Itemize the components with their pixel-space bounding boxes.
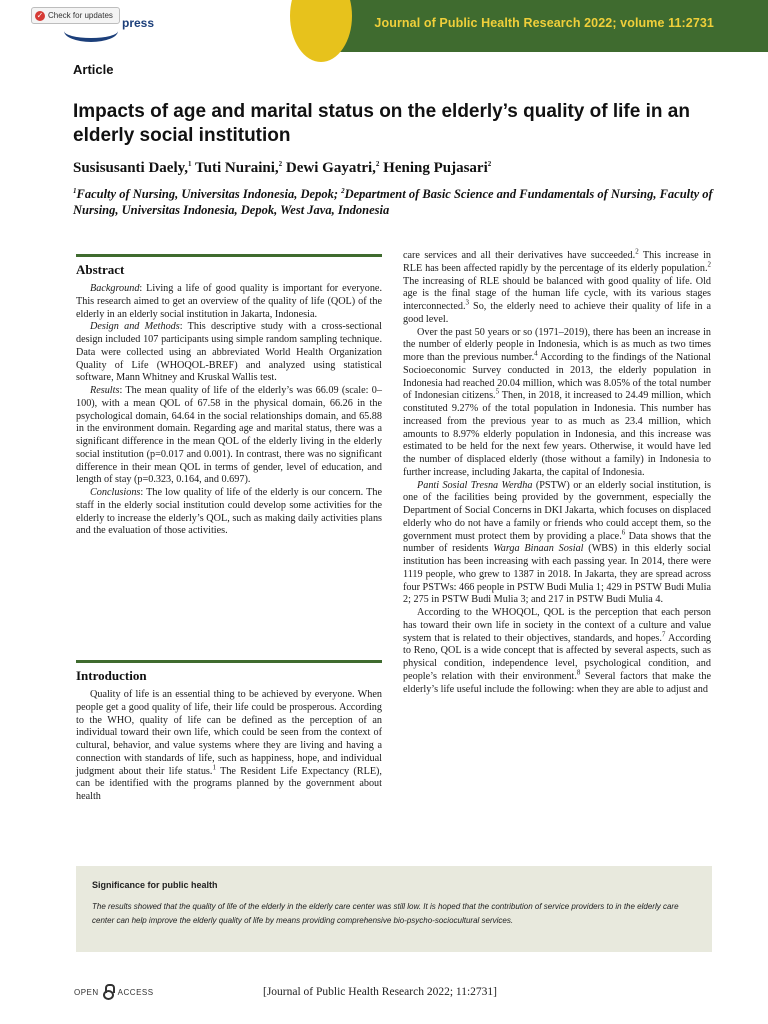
author-name: Hening Pujasari [379,160,488,176]
author-affil-mark: 2 [487,160,492,168]
introduction-heading: Introduction [76,668,147,683]
author-list [73,160,491,177]
body-paragraph: According to the WHOQOL, QOL is the perception that each person has toward their own life in society in the context of a culture and value system that is related to their objectives, standards, and hopes.$^7$ According to Reno, QOL is a wide concept that is affected by several aspects, such as physical condition, independence level, psychological condition, and people’s relation with their environment.$^8$ Several factors that make the elderly’s life useful include the following: when they are able to adjust and [403,607,712,695]
abstract-background: Background: Living a life of good quality is important for everyone. This research aimed to get an overview of the quality of life (QOL) of the elderly in an elderly social institution in Jakarta, Indonesia. [76,283,382,320]
significance-title: Significance for public health [92,880,218,890]
affiliation-1: Faculty of Nursing, Universitas Indonesia, Depok; [76,187,342,201]
footer-citation: [Journal of Public Health Research 2022; 11:2731] [263,986,497,998]
check-updates-label: Check for updates [48,11,113,20]
abstract-design: Design and Methods: This descriptive study with a cross-sectional design included 107 participants using simple random sampling technique. Data were collected using an abbreviated World Health Organization Quality of Life (WHOQOL-BREF) and analyzed using statistical software, Mann Whitney and Kruskal Wallis test. [76,321,382,384]
significance-box [76,866,712,952]
abstract-heading: Abstract [76,262,125,277]
open-access-open-label: OPEN [74,987,99,997]
body-paragraph: care services and all their derivatives have succeeded.$^2$ This increase in RLE has been affected rapidly by the percentage of its elderly population.$^2$ The increasing of RLE should be balanced with good quality of life. Old age is the final stage of the human life cycle, with its various stages interconnected.$^3$ So, the elderly need to achieve their quality of life in a good level. [403,247,711,325]
body-paragraph: Panti Sosial Tresna Werdha (PSTW) or an elderly social institution, is one of the facilities being provided by the government, especially the Department of Social Concerns in DKI Jakarta, which focuses on displaced elderly who do not have a family or friends who could accept them, so the government must protect them by providing a place.$^6$ Data shows that the number of residents Warga Binaan Sosial (WBS) in this elderly social institution has been increasing with each passing year. In 2014, there were 1119 people, who grew to 1387 in 2018. In Jakarta, they are spread across four PSTWs: 466 people in PSTW Budi Mulia 1; 429 in PSTW Budi Mulia 2; 275 in PSTW Budi Mulia 3; and 217 in PSTW Budi Mulia 4. [403,479,711,606]
author-affil-mark: 2 [278,160,283,168]
journal-running-head: Journal of Public Health Research 2022; volume 11:2731 [374,16,714,30]
abstract-results: Results: The mean quality of life of the elderly’s was 66.09 (scale: 0–100), with a mean QOL of 67.58 in the physical domain, 66.26 in the psychological domain, 64.64 in the social relationships domain, and 65.88 in the environment domain. Regarding age and marital status, there was a significant difference in the mean QOL of the elderly living in the elderly social institution (p=0.017 and 0.001). In contrast, there was no significant difference in their mean QOL in terms of gender, level of education, and length of stay (p=0.323, 0.164, and 0.697). [76,385,382,486]
introduction-rule [76,660,382,663]
affiliation-2: Department of Basic Science and Fundamentals of Nursing, Faculty of Nursing, Universitas Indonesia, Depok, West Java, Indonesia [73,187,713,217]
author-affil-mark: 2 [375,160,380,168]
article-type-label: Article [73,62,114,77]
abstract-conclusions: Conclusions: The low quality of life of the elderly is our concern. The staff in the elderly social institution could develop some activities for the elderly to increase the elderly’s QOL, such as making daily activities plans and the evaluation of those activities. [76,487,382,537]
paper-title: Impacts of age and marital status on the elderly’s quality of life in an elderly social institution [73,101,690,146]
affiliations: $^1$Faculty of Nursing, Universitas Indonesia, Depok; $^2$Department of Basic Science and Fundamentals of Nursing, Faculty of Nursing, Universitas Indonesia, Depok, West Java, Indonesia [73,186,713,217]
author-name: Dewi Gayatri, [282,160,376,176]
open-access-access-label: ACCESS [117,987,154,997]
author-name: Susisusanti Daely, [73,160,189,176]
publisher-wordmark: press [122,16,155,30]
check-for-updates-button[interactable] [31,7,120,24]
author-name: Tuti Nuraini, [191,160,279,176]
significance-text: The results showed that the quality of life of the elderly in the elderly care center was still low. It is hoped that the contribution of service providers to in the elderly care center can help improve the elderly quality of life by means providing comprehensive bio-psycho-sociocultural services. [92,902,679,925]
journal-header-bar [0,0,768,52]
author-affil-mark: 1 [188,160,192,168]
open-lock-icon [103,984,114,1000]
introduction-body [76,689,382,804]
abstract-body [76,283,382,538]
header-yellow-disc [290,0,352,62]
body-paragraph: Over the past 50 years or so (1971–2019), there has been an increase in the number of elderly people in Indonesia, which is as much as two times more than the previous number.$^4$ According to the findings of the National Socioeconomic Survey conducted in 2013, the elderly population in Indonesia had reached 20.04 million, which was 8.05% of the total number of Indonesian citizens.$^5$ Then, in 2018, it increased to 24.49 million, which constituted 9.27% of the total population in Indonesia. This number has increased from the previous year to as much as 23.4 million, which amounts to 8.97% elderly population in Indonesia, and this increase was estimated to be held for the next few years. Otherwise, it would have led the number of displaced elderly (those without a family) in Indonesia to further increase, including Jakarta, the capital of Indonesia. [403,326,711,478]
open-access-logo [74,984,154,1000]
introduction-paragraph: Quality of life is an essential thing to be achieved by everyone. When people get a good quality of life, their life could be prosperous. According to the WHO, quality of life can be defined as the perception of an individual toward their own life, which could be seen from the context of cultural, behavior, and value systems where they are living and having a connection with standards of life, such as happiness, hope, and individual judgment about their life status.$^1$ The Resident Life Expectancy (RLE), can be identified with the programs planned by the government about health [76,689,382,802]
right-column-body [403,247,712,696]
abstract-rule [76,254,382,257]
check-updates-icon: ✓ [36,10,44,20]
